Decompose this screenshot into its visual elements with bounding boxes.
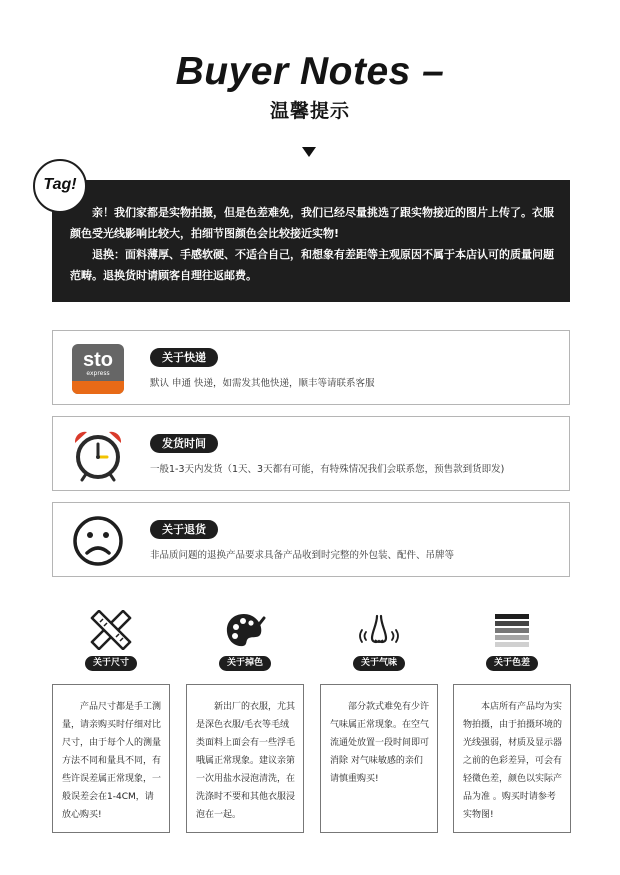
card-text: 产品尺寸都是手工测量，请亲购买时仔细对比尺寸，由于每个人的测量方法不同和量具不同，有些许误差属正常现象，一般误差会在1-4CM，请放心购买! — [62, 702, 162, 820]
category-size-card — [52, 684, 170, 833]
category-smell-card — [320, 684, 438, 833]
notice-text — [70, 202, 554, 286]
notice-paragraph-2: 退换：面料薄厚、手感软硬、不适合自己，和想象有差距等主观原因不属于本店认可的质量问题范畴。退换货时请顾客自理往返邮费。 — [70, 248, 554, 282]
category-fading — [186, 610, 304, 671]
nose-smell-icon — [358, 610, 400, 650]
category-label: 关于气味 — [353, 656, 405, 671]
section-delivery-time — [52, 416, 570, 491]
card-text: 新出厂的衣服，尤其是深色衣服/毛衣等毛绒类面料上面会有一些浮毛哦属正常现象。建议亲第一次用盐水浸泡清洗，在洗涤时不要和其他衣服浸泡在一起。 — [196, 702, 296, 820]
sto-logo-text: sto — [83, 349, 113, 371]
section-returns — [52, 502, 570, 577]
card-text: 本店所有产品均为实物拍摄，由于拍摄环境的光线强弱，材质及显示器之前的色彩差异，可会有轻微色差，颜色以实际产品为准 。购买时请参考实物图! — [463, 702, 563, 820]
category-size — [52, 610, 170, 671]
sto-logo-bar — [72, 381, 124, 394]
card-text: 部分款式难免有少许气味属正常现象。在空气流通处放置一段时间即可消除 对气味敏感的亲们请慎重购买! — [330, 702, 430, 784]
sto-logo-subtext: express — [86, 370, 110, 377]
notice-box — [52, 180, 570, 302]
category-fading-card — [186, 684, 304, 833]
section-title: 关于快递 — [150, 348, 218, 367]
tag-badge — [33, 159, 87, 213]
section-desc: 非品质问题的退换产品要求具备产品收到时完整的外包装、配件、吊牌等 — [150, 550, 455, 561]
color-stripes-icon — [491, 610, 533, 650]
down-arrow-icon — [302, 147, 316, 157]
category-label: 关于尺寸 — [85, 656, 137, 671]
ruler-pencil-icon — [90, 610, 132, 650]
category-color-difference-card — [453, 684, 571, 833]
section-title: 关于退货 — [150, 520, 218, 539]
category-label: 关于掉色 — [219, 656, 271, 671]
section-desc: 默认 申通 快递，如需发其他快递，顺丰等请联系客服 — [150, 378, 375, 389]
tag-label: Tag! — [43, 176, 77, 193]
category-label: 关于色差 — [486, 656, 538, 671]
palette-icon — [224, 610, 266, 650]
page-title: Buyer Notes – — [175, 50, 445, 93]
page-subtitle: 温馨提示 — [269, 100, 350, 122]
section-shipping — [52, 330, 570, 405]
alarm-clock-icon — [69, 427, 127, 483]
category-color-difference — [453, 610, 571, 671]
notice-paragraph-1: 亲！我们家都是实物拍摄，但是色差难免，我们已经尽量挑选了跟实物接近的图片上传了。衣服颜色受光线影响比较大，拍细节图颜色会比较接近实物! — [70, 206, 554, 240]
section-desc: 一般1-3天内发货（1天、3天都有可能，有特殊情况我们会联系您，预售款到货即发) — [150, 464, 505, 475]
sto-express-logo — [69, 341, 127, 397]
sad-face-icon — [69, 513, 127, 569]
category-smell — [320, 610, 438, 671]
section-title: 发货时间 — [150, 434, 218, 453]
